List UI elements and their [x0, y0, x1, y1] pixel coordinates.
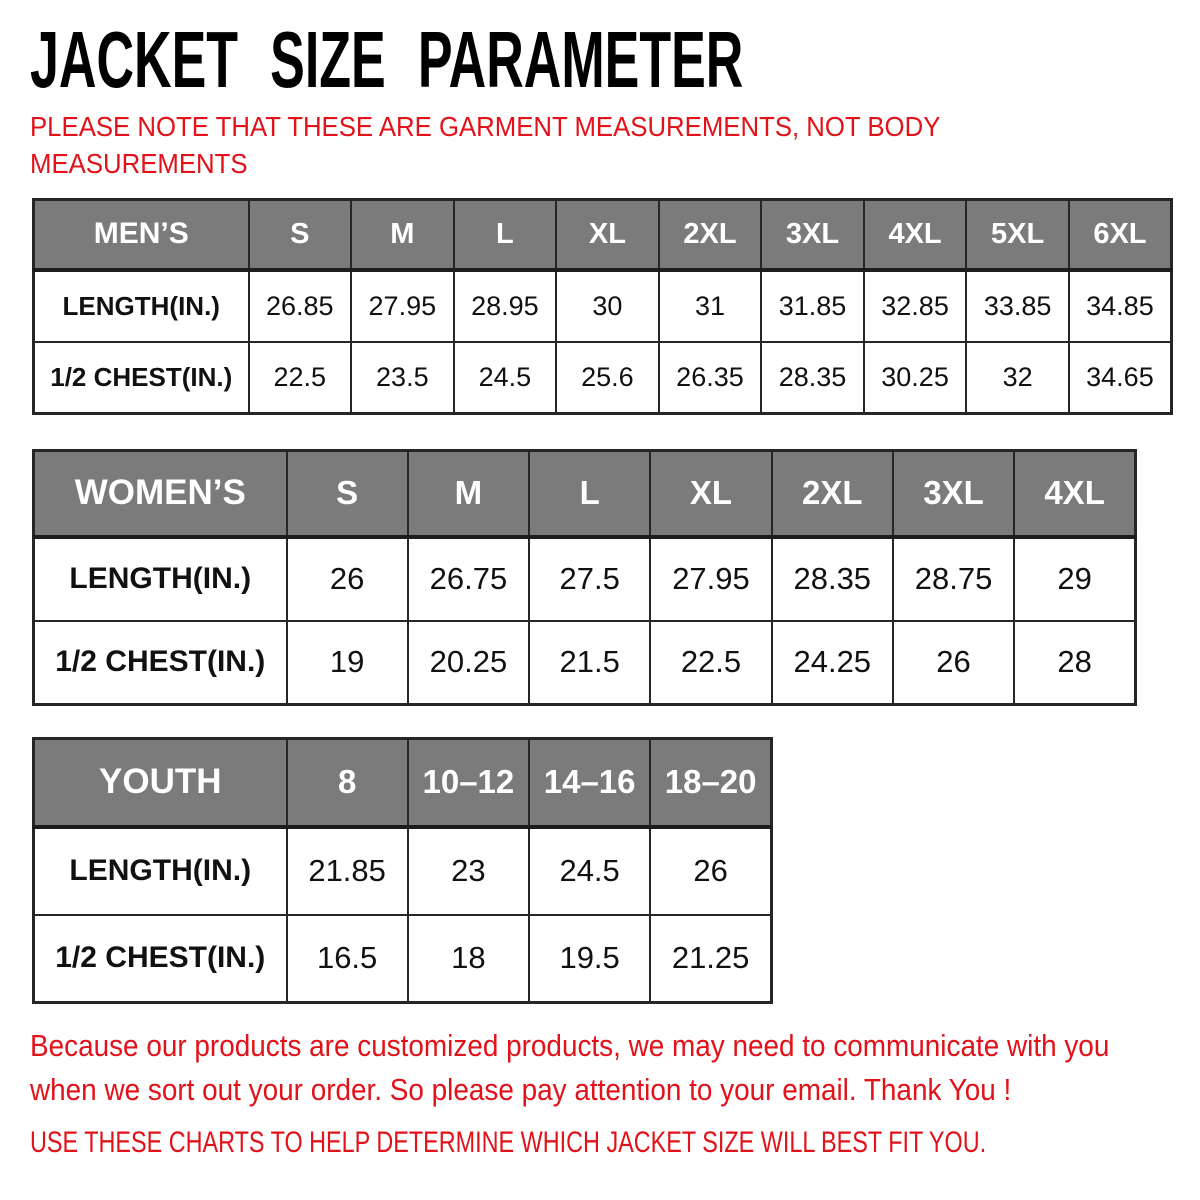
mens-size-table: [32, 198, 1173, 415]
mens-value-cell: 33.85: [966, 270, 1069, 342]
mens-value-cell: 24.5: [454, 342, 557, 414]
youth-value-cell: 21.85: [287, 827, 408, 915]
womens-value-cell: 28.35: [772, 537, 893, 621]
customization-notice-line: when we sort out your order. So please pay attention to your email. Thank You !: [30, 1072, 1012, 1107]
mens-value-cell: 34.65: [1069, 342, 1172, 414]
youth-table-title-cell: YOUTH: [34, 739, 287, 827]
mens-size-header-cell: 4XL: [864, 200, 967, 270]
womens-value-cell: 21.5: [529, 621, 650, 705]
youth-size-header-cell: 8: [287, 739, 408, 827]
chart-usage-note: USE THESE CHARTS TO HELP DETERMINE WHICH JACKET SIZE WILL BEST FIT YOU.: [30, 1126, 987, 1159]
youth-data-row: [34, 827, 772, 915]
note-line: PLEASE NOTE THAT THESE ARE GARMENT MEASUREMENTS, NOT BODY: [30, 111, 941, 142]
womens-size-header-cell: S: [287, 451, 408, 537]
mens-value-cell: 30.25: [864, 342, 967, 414]
youth-row-label-cell: LENGTH(IN.): [34, 827, 287, 915]
womens-row-label-cell: LENGTH(IN.): [34, 537, 287, 621]
youth-size-header-cell: 14–16: [529, 739, 650, 827]
youth-value-cell: 21.25: [650, 915, 771, 1003]
mens-value-cell: 25.6: [556, 342, 659, 414]
youth-size-header-cell: 18–20: [650, 739, 771, 827]
womens-value-cell: 29: [1014, 537, 1135, 621]
youth-value-cell: 18: [408, 915, 529, 1003]
womens-value-cell: 24.25: [772, 621, 893, 705]
customization-notice: [30, 1024, 1200, 1112]
mens-data-row: [34, 270, 1172, 342]
womens-data-row: [34, 537, 1136, 621]
womens-data-row: [34, 621, 1136, 705]
mens-value-cell: 34.85: [1069, 270, 1172, 342]
youth-value-cell: 16.5: [287, 915, 408, 1003]
womens-value-cell: 26: [287, 537, 408, 621]
womens-value-cell: 26: [893, 621, 1014, 705]
mens-table-title-cell: MEN’S: [34, 200, 249, 270]
womens-size-header-cell: 4XL: [1014, 451, 1135, 537]
womens-size-table: [32, 449, 1137, 706]
mens-value-cell: 28.35: [761, 342, 864, 414]
page-title: JACKET SIZE PARAMETER: [30, 15, 744, 104]
note-line: MEASUREMENTS: [30, 148, 248, 179]
mens-value-cell: 23.5: [351, 342, 454, 414]
womens-value-cell: 26.75: [408, 537, 529, 621]
womens-size-header-cell: 2XL: [772, 451, 893, 537]
womens-value-cell: 27.95: [650, 537, 771, 621]
garment-measurements-note: [30, 108, 1020, 182]
mens-size-header-cell: 3XL: [761, 200, 864, 270]
youth-value-cell: 23: [408, 827, 529, 915]
youth-data-row: [34, 915, 772, 1003]
womens-value-cell: 20.25: [408, 621, 529, 705]
mens-value-cell: 31.85: [761, 270, 864, 342]
mens-row-label-cell: 1/2 CHEST(IN.): [34, 342, 249, 414]
mens-header-row: [34, 200, 1172, 270]
customization-notice-line: Because our products are customized products, we may need to communicate with you: [30, 1028, 1110, 1063]
womens-value-cell: 28.75: [893, 537, 1014, 621]
youth-value-cell: 26: [650, 827, 771, 915]
mens-size-header-cell: 2XL: [659, 200, 762, 270]
mens-value-cell: 31: [659, 270, 762, 342]
womens-header-row: [34, 451, 1136, 537]
womens-value-cell: 22.5: [650, 621, 771, 705]
womens-value-cell: 28: [1014, 621, 1135, 705]
mens-value-cell: 32: [966, 342, 1069, 414]
youth-row-label-cell: 1/2 CHEST(IN.): [34, 915, 287, 1003]
womens-value-cell: 27.5: [529, 537, 650, 621]
mens-value-cell: 26.35: [659, 342, 762, 414]
womens-size-header-cell: M: [408, 451, 529, 537]
womens-size-header-cell: XL: [650, 451, 771, 537]
mens-size-header-cell: 5XL: [966, 200, 1069, 270]
womens-value-cell: 19: [287, 621, 408, 705]
mens-data-row: [34, 342, 1172, 414]
mens-size-header-cell: XL: [556, 200, 659, 270]
womens-size-header-cell: L: [529, 451, 650, 537]
mens-value-cell: 22.5: [249, 342, 352, 414]
mens-value-cell: 26.85: [249, 270, 352, 342]
youth-size-table: [32, 737, 773, 1004]
youth-value-cell: 24.5: [529, 827, 650, 915]
mens-value-cell: 32.85: [864, 270, 967, 342]
mens-size-header-cell: M: [351, 200, 454, 270]
womens-size-header-cell: 3XL: [893, 451, 1014, 537]
mens-value-cell: 30: [556, 270, 659, 342]
youth-value-cell: 19.5: [529, 915, 650, 1003]
mens-value-cell: 28.95: [454, 270, 557, 342]
mens-size-header-cell: L: [454, 200, 557, 270]
youth-header-row: [34, 739, 772, 827]
mens-row-label-cell: LENGTH(IN.): [34, 270, 249, 342]
mens-size-header-cell: S: [249, 200, 352, 270]
youth-size-header-cell: 10–12: [408, 739, 529, 827]
womens-table-title-cell: WOMEN’S: [34, 451, 287, 537]
mens-size-header-cell: 6XL: [1069, 200, 1172, 270]
womens-row-label-cell: 1/2 CHEST(IN.): [34, 621, 287, 705]
mens-value-cell: 27.95: [351, 270, 454, 342]
